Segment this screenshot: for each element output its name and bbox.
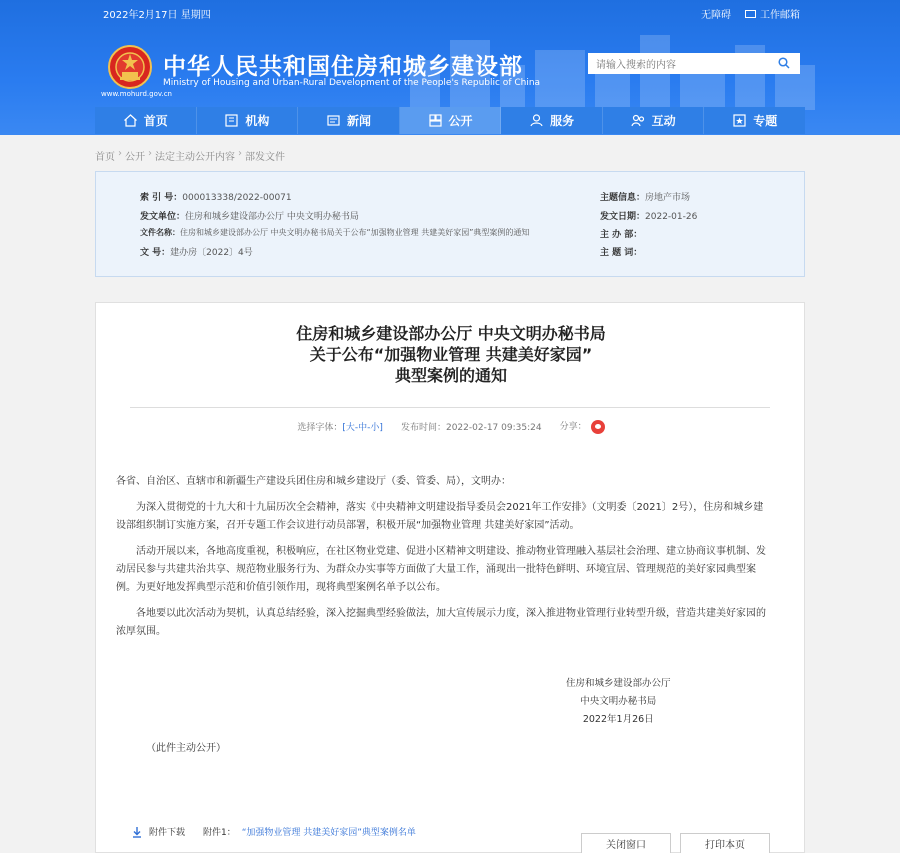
nav-open-label: 公开	[448, 114, 473, 128]
share-section	[560, 419, 605, 434]
info-entry-label: 主 办 部：	[600, 230, 643, 240]
building-icon	[224, 113, 239, 128]
nav-organization-label: 机构	[245, 114, 270, 128]
site-url: www.mohurd.gov.cn	[101, 90, 172, 98]
search-box	[588, 53, 800, 74]
info-index	[140, 190, 292, 203]
close-window-button[interactable]: 关闭窗口	[581, 833, 671, 853]
breadcrumb-separator: ›	[238, 148, 242, 159]
weibo-share-icon[interactable]	[591, 420, 605, 434]
signature-block	[566, 675, 671, 729]
info-date	[600, 209, 697, 222]
publish-time	[401, 420, 542, 433]
top-bar	[0, 0, 900, 26]
work-mail-label: 工作邮箱	[760, 10, 800, 21]
site-name: 中华人民共和国住房和城乡建设部	[163, 54, 523, 80]
search-input[interactable]	[588, 55, 768, 76]
info-entry	[600, 227, 642, 240]
nav-topics[interactable]	[704, 107, 805, 134]
info-issuer-label: 发文单位：	[140, 212, 186, 222]
font-size-selector	[297, 420, 383, 433]
site-header	[0, 0, 900, 135]
breadcrumb-open[interactable]: 公开	[125, 152, 145, 163]
info-index-value: 000013338/2022-00071	[182, 193, 292, 203]
current-date: 2022年2月17日 星期四	[103, 10, 211, 21]
breadcrumb-documents[interactable]: 部发文件	[245, 152, 285, 163]
nav-home[interactable]	[95, 107, 197, 134]
breadcrumb-home[interactable]: 首页	[95, 152, 115, 163]
publish-time-value: 2022-02-17 09:35:24	[445, 422, 542, 433]
breadcrumb-separator: ›	[118, 148, 122, 159]
nav-organization[interactable]	[197, 107, 299, 134]
body-paragraph-3: 各地要以此次活动为契机，认真总结经验，深入挖掘典型经验做法，加大宣传展示力度，深入推进物业管理行业转型升级，营造共建美好家园的浓厚氛围。	[116, 608, 766, 637]
national-emblem-icon	[108, 45, 152, 89]
public-note: （此件主动公开）	[146, 743, 226, 754]
article-body	[116, 473, 766, 649]
nav-interaction[interactable]	[603, 107, 705, 134]
info-docnum	[140, 245, 253, 258]
info-docnum-value: 建办房〔2022〕4号	[170, 248, 253, 258]
salutation-paragraph: 各省、自治区、直辖市和新疆生产建设兵团住房和城乡建设厅（委、管委、局），文明办：	[116, 476, 511, 487]
body-paragraph-2: 活动开展以来，各地高度重视，积极响应，在社区物业党建、促进小区精神文明建设、推动物业管理融入基层社会治理、建立协商议事机制、发动居民参与共建共治共享、规范物业服务行为、为群众办实事等方面做了大量工作，涌现出一批特色鲜明、环境宜居、管理规范的美好家园典型案例。为更好地发挥典型示范和价值引领作用，现将典型案例名单予以公布。	[116, 546, 766, 593]
breadcrumb-separator: ›	[148, 148, 152, 159]
nav-open[interactable]	[400, 107, 502, 134]
info-date-label: 发文日期：	[600, 212, 646, 222]
home-icon	[123, 113, 138, 128]
article-title-line3: 典型案例的通知	[394, 366, 507, 385]
article-title-line2: 关于公布“加强物业管理 共建美好家园”	[309, 345, 593, 364]
info-issuer	[140, 209, 359, 222]
font-size-options[interactable]: [大-中-小]	[342, 422, 383, 433]
nav-interaction-label: 互动	[651, 114, 676, 128]
attachment-download-label: 附件下载	[149, 828, 186, 838]
mail-icon	[745, 10, 756, 18]
service-icon	[529, 113, 544, 128]
signature-issuer-2: 中央文明办秘书局	[580, 696, 657, 707]
attachment-link[interactable]: “加强物业管理 共建美好家园”典型案例名单	[241, 828, 416, 838]
nav-topics-label: 专题	[753, 114, 778, 128]
news-icon	[326, 113, 341, 128]
info-category	[600, 190, 690, 203]
work-mail-link[interactable]	[745, 6, 800, 21]
body-paragraph-1: 为深入贯彻党的十九大和十九届历次全会精神，落实《中央精神文明建设指导委员会2021年工作安排》（文明委〔2021〕2号），住房和城乡建设部组织制订实施方案，召开专题工作会议进行动员部署，积极开展“加强物业管理 共建美好家园”活动。	[116, 502, 764, 531]
signature-date: 2022年1月26日	[582, 714, 654, 725]
nav-news-label: 新闻	[346, 114, 371, 128]
nav-news[interactable]	[298, 107, 400, 134]
publish-time-label: 发布时间：	[400, 422, 446, 433]
nav-service-label: 服务	[550, 114, 575, 128]
main-nav	[95, 107, 805, 134]
info-issuer-value: 住房和城乡建设部办公厅 中央文明办秘书局	[185, 212, 359, 222]
breadcrumb-statutory[interactable]: 法定主动公开内容	[155, 152, 235, 163]
article-meta	[96, 419, 806, 434]
attachment-prefix: 附件1：	[203, 828, 236, 838]
document-info-box	[95, 171, 805, 277]
breadcrumb	[95, 148, 285, 163]
info-docnum-label: 文 号：	[140, 248, 171, 258]
info-topic-label: 主 题 词：	[600, 248, 643, 258]
interact-icon	[631, 113, 646, 128]
article-container	[95, 302, 805, 853]
nav-service[interactable]	[501, 107, 603, 134]
download-icon	[131, 826, 143, 838]
info-date-value: 2022-01-26	[645, 212, 698, 222]
article-title-line1: 住房和城乡建设部办公厅 中央文明办秘书局	[296, 324, 606, 343]
info-index-label: 索 引 号：	[140, 193, 183, 203]
font-size-label: 选择字体：	[297, 422, 343, 433]
info-docname	[140, 227, 529, 238]
info-topic	[600, 245, 642, 258]
info-category-label: 主题信息：	[600, 193, 646, 203]
info-category-value: 房地产市场	[645, 193, 691, 203]
site-name-english: Ministry of Housing and Urban-Rural Development of the People's Republic of China	[163, 78, 541, 88]
attachment-section	[131, 825, 416, 838]
info-docname-value: 住房和城乡建设部办公厅 中央文明办秘书局关于公布“加强物业管理 共建美好家园”典型案例的通知	[180, 228, 530, 237]
article-title	[96, 323, 806, 386]
search-icon[interactable]	[778, 57, 790, 69]
title-divider	[130, 407, 770, 408]
nav-home-label: 首页	[143, 114, 168, 128]
accessibility-link[interactable]: 无障碍	[701, 10, 731, 21]
print-page-button[interactable]: 打印本页	[680, 833, 770, 853]
info-docname-label: 文件名称：	[140, 228, 180, 237]
topic-icon	[732, 113, 747, 128]
share-label: 分享：	[559, 422, 587, 432]
signature-issuer-1: 住房和城乡建设部办公厅	[566, 678, 671, 689]
open-icon	[428, 113, 443, 128]
